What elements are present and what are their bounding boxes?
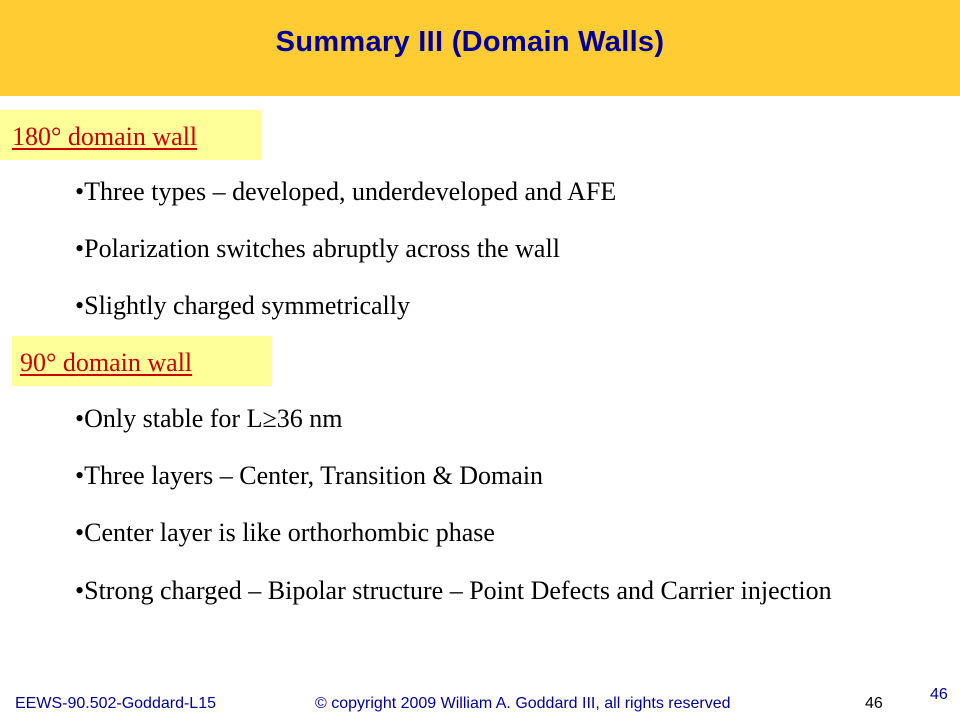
bullet-item: •Center layer is like orthorhombic phase <box>75 518 495 547</box>
bullet-item: •Three types – developed, underdeveloped and AFE <box>75 177 617 206</box>
bullet-item: •Only stable for L≥36 nm <box>75 404 343 433</box>
bullet-item: •Slightly charged symmetrically <box>75 291 411 320</box>
footer-page-number: 46 <box>865 695 883 712</box>
section-label-90: 90° domain wall <box>20 348 193 377</box>
bullet-item: •Strong charged – Bipolar structure – Point Defects and Carrier injection <box>75 576 832 605</box>
slide-number: 46 <box>930 686 948 703</box>
bullet-item: •Polarization switches abruptly across the wall <box>75 234 560 263</box>
section-label-180: 180° domain wall <box>12 122 198 151</box>
footer-copyright: © copyright 2009 William A. Goddard III, all rights reserved <box>315 695 731 712</box>
footer-course: EEWS-90.502-Goddard-L15 <box>15 695 216 712</box>
bullet-item: •Three layers – Center, Transition & Domain <box>75 461 544 490</box>
slide-title: Summary III (Domain Walls) <box>275 26 665 58</box>
